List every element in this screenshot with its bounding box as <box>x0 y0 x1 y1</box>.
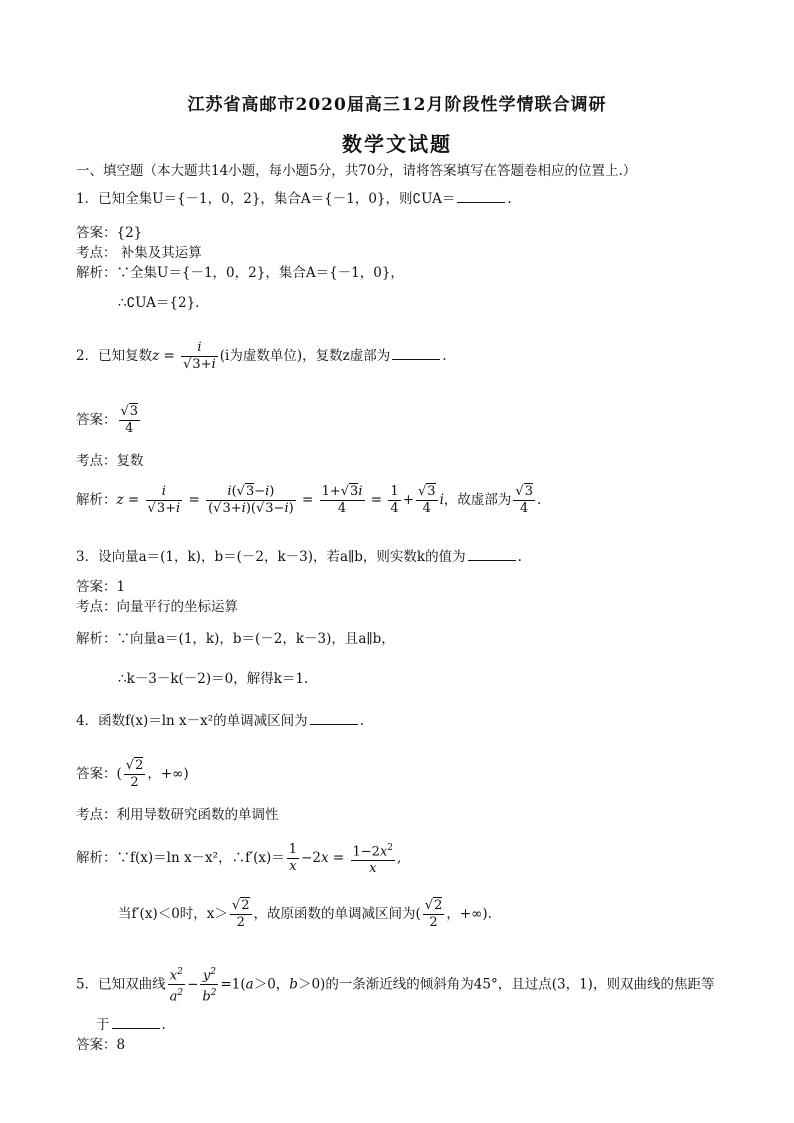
q5-answer: 答案：8 <box>76 1037 126 1053</box>
q5-question: 5．已知双曲线 $\frac{x^2}{a^2}$ − $\frac{y^2}{b^2}$ =1(a＞0，b＞0)的一条渐近线的倾斜角为45°，且过点(3，1)，则双曲线的焦距等 <box>76 964 714 1006</box>
document-subtitle: 数学文试题 <box>342 132 452 156</box>
q3-answer: 答案：1 <box>76 579 126 595</box>
q4-question: 4．函数f(x)＝ln x－x²的单调减区间为 . <box>76 713 364 729</box>
q3-analysis-line1: 解析：∵向量a＝(1，k)，b＝(－2，k－3)，且a∥b， <box>76 631 395 647</box>
q4-topic: 考点：利用导数研究函数的单调性 <box>76 807 279 823</box>
q3-question: 3．设向量a＝(1，k)，b＝(－2，k－3)，若a∥b，则实数k的值为 . <box>76 549 522 565</box>
q4-analysis-line1: 解析：∵f(x)＝ln x－x²，∴f′(x)＝ $\frac{1}{x}$ −2x = $\frac{1-2x^2}{x}$ , <box>76 840 401 877</box>
q4-answer: 答案：( $\frac{√2}{2}$ ，+∞) <box>76 758 189 790</box>
document-title: 江苏省高邮市2020届高三12月阶段性学情联合调研 <box>187 95 607 115</box>
q1-topic: 考点： 补集及其运算 <box>76 245 202 261</box>
section-intro: 一、填空题（本大题共14小题，每小题5分，共70分，请将答案填写在答题卷相应的位置上.） <box>76 163 637 179</box>
q1-analysis-line2: ∴∁UA＝{2}. <box>118 295 200 311</box>
q2-topic: 考点：复数 <box>76 453 144 469</box>
q1-analysis-line1: 解析：∵全集U＝{－1，0，2}，集合A＝{－1，0}， <box>76 265 404 281</box>
q3-analysis-line2: ∴k－3－k(－2)＝0，解得k＝1. <box>118 671 309 687</box>
q2-analysis: 解析：z = $\frac{i}{√3+i}$ = $\frac{i(√3-i)}{(√3+i)(√3-i)}$ = $\frac{1+√3i}{4}$ = $\frac{1}{4}$ + $\frac{√3}{4}$ i，故虚部为 $\frac{√3}{4}$ . <box>76 484 542 516</box>
q3-topic: 考点：向量平行的坐标运算 <box>76 599 238 615</box>
q1-question: 1．已知全集U＝{－1，0，2}，集合A＝{－1，0}，则∁UA＝ . <box>76 191 512 207</box>
q2-question: 2．已知复数z = $\frac{i}{√3+i}$ (i为虚数单位)，复数z虚部为 . <box>76 340 447 372</box>
q5-question-cont: 于 . <box>96 1017 166 1033</box>
q4-analysis-line2: 当f′(x)＜0时，x＞ $\frac{√2}{2}$ ，故原函数的单调减区间为( $\frac{√2}{2}$ ，+∞). <box>118 898 492 930</box>
q2-answer: 答案： $\frac{√3}{4}$ <box>76 404 139 436</box>
q1-answer: 答案：{2} <box>76 225 143 241</box>
